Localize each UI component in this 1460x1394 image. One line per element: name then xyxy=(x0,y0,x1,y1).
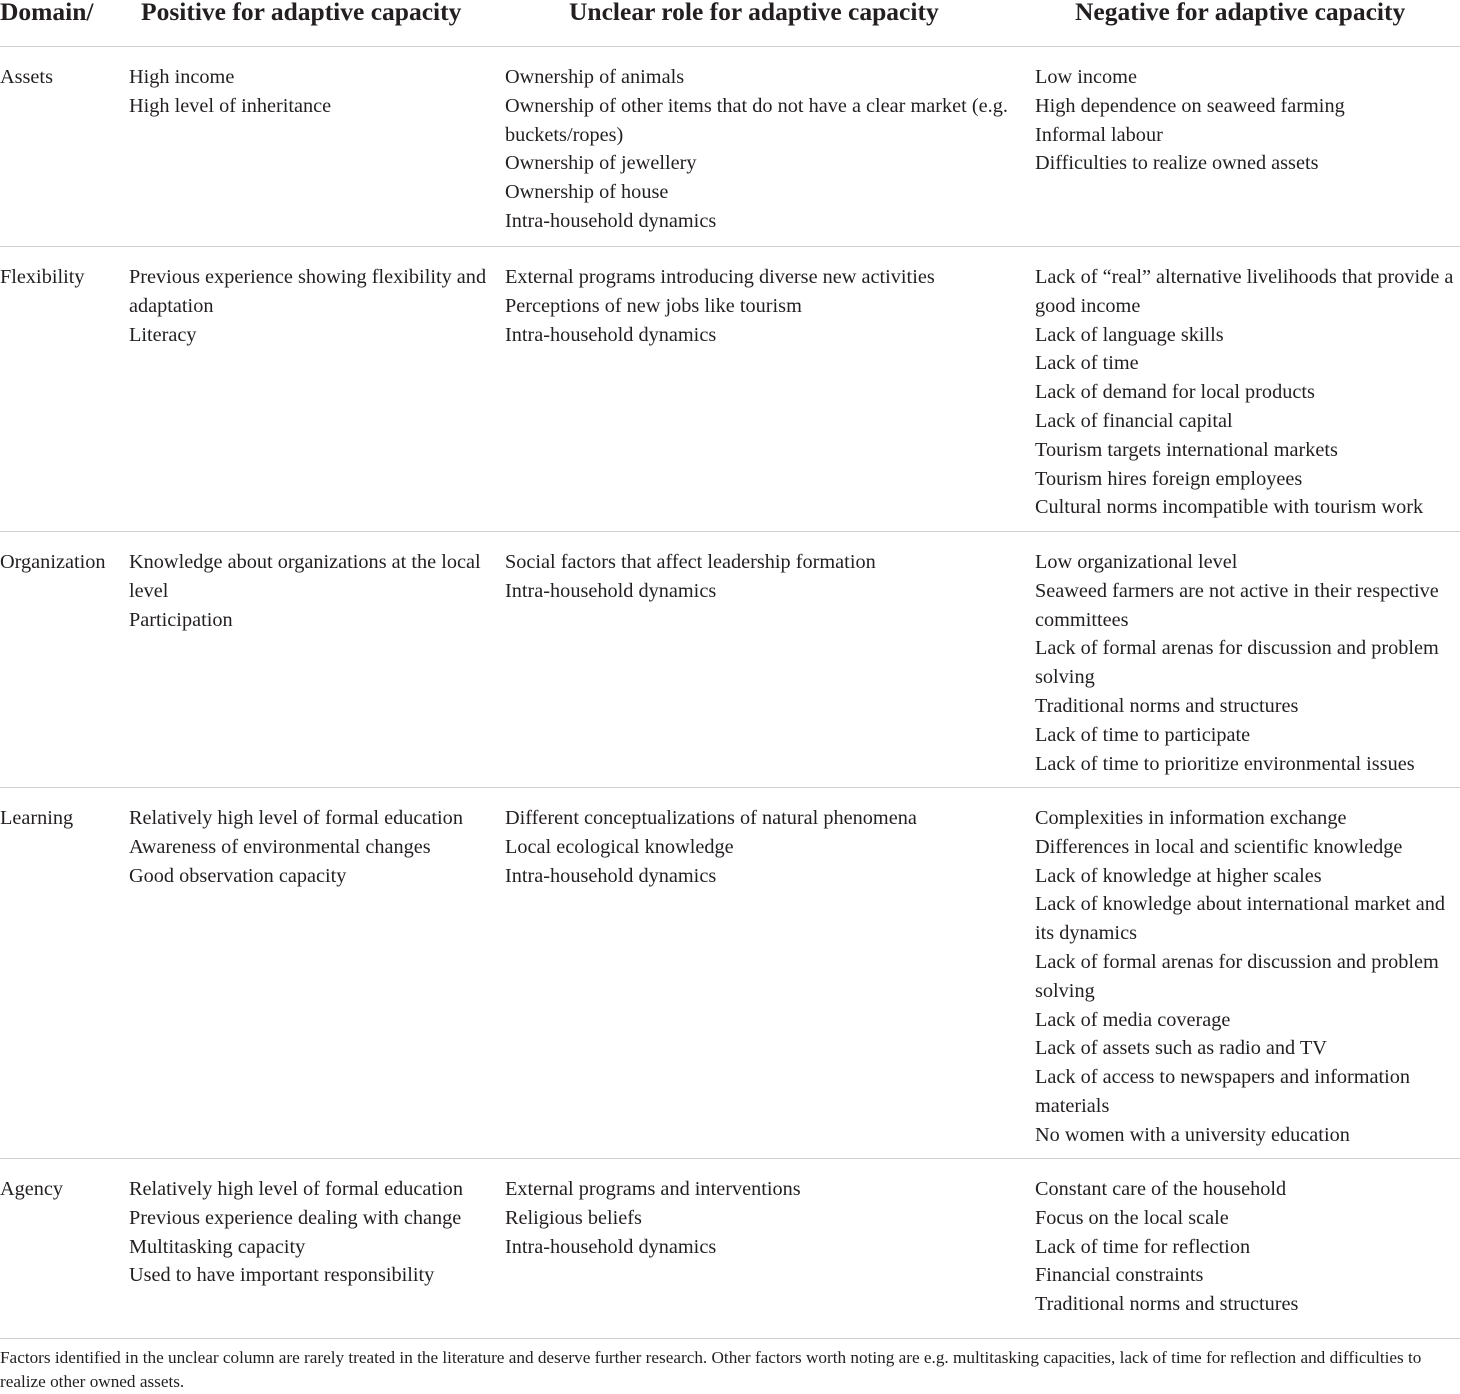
table-row xyxy=(0,532,1460,788)
unclear-factor: Local ecological knowledge xyxy=(505,835,734,858)
negative-factor: Lack of knowledge at higher scales xyxy=(1035,864,1322,887)
negative-factor: Informal labour xyxy=(1035,123,1163,146)
unclear-cell xyxy=(505,548,1015,606)
negative-cell xyxy=(1035,548,1460,778)
table-row xyxy=(0,47,1460,247)
negative-factor: Low organizational level xyxy=(1035,551,1238,573)
unclear-factor: Ownership of house xyxy=(505,181,669,204)
negative-factor: Lack of time xyxy=(1035,352,1139,375)
negative-factor: Focus on the local scale xyxy=(1035,1206,1229,1229)
negative-cell xyxy=(1035,263,1460,522)
negative-factor: Lack of assets such as radio and TV xyxy=(1035,1037,1327,1060)
positive-factor: Relatively high level of formal education xyxy=(129,807,463,829)
unclear-cell xyxy=(505,63,1015,236)
positive-cell xyxy=(129,804,499,890)
unclear-factor: External programs and interventions xyxy=(505,1178,801,1200)
positive-factor: Used to have important responsibility xyxy=(129,1264,435,1287)
header-negative: Negative for adaptive capacity xyxy=(1075,0,1406,26)
negative-factor: High dependence on seaweed farming xyxy=(1035,94,1345,117)
unclear-factor: Ownership of animals xyxy=(505,66,685,88)
positive-factor: Relatively high level of formal education xyxy=(129,1178,463,1200)
positive-factor: Multitasking capacity xyxy=(129,1235,306,1258)
negative-factor: Low income xyxy=(1035,66,1137,88)
positive-cell xyxy=(129,548,499,634)
negative-factor: Lack of financial capital xyxy=(1035,409,1233,432)
negative-factor: Seaweed farmers are not active in their respective committees xyxy=(1035,579,1439,631)
positive-factor: Previous experience dealing with change xyxy=(129,1206,462,1229)
table-row xyxy=(0,247,1460,532)
unclear-cell xyxy=(505,1175,1015,1261)
negative-factor: No women with a university education xyxy=(1035,1123,1350,1146)
table-row xyxy=(0,788,1460,1159)
negative-cell xyxy=(1035,1175,1460,1319)
negative-factor: Traditional norms and structures xyxy=(1035,1293,1299,1316)
unclear-factor: Religious beliefs xyxy=(505,1206,642,1229)
positive-factor: Good observation capacity xyxy=(129,864,347,887)
table-footnote: Factors identified in the unclear column are rarely treated in the literature and deserve further research. Other factors worth noting are e.g. multitasking capacities, lack of time for reflection and difficulties to realize other owned assets. xyxy=(0,1348,1422,1391)
positive-factor: High income xyxy=(129,66,235,88)
unclear-factor: Intra-household dynamics xyxy=(505,1235,717,1258)
positive-factor: Participation xyxy=(129,608,233,631)
negative-factor: Lack of formal arenas for discussion and problem solving xyxy=(1035,637,1439,689)
unclear-factor: Social factors that affect leadership formation xyxy=(505,551,876,573)
positive-factor: High level of inheritance xyxy=(129,94,332,117)
table-body xyxy=(0,47,1460,1339)
negative-factor: Lack of knowledge about international market and its dynamics xyxy=(1035,893,1445,945)
unclear-factor: Perceptions of new jobs like tourism xyxy=(505,294,802,317)
positive-factor: Knowledge about organizations at the local level xyxy=(129,551,481,602)
unclear-factor: Intra-household dynamics xyxy=(505,209,717,232)
unclear-factor: External programs introducing diverse new activities xyxy=(505,266,935,288)
unclear-factor: Intra-household dynamics xyxy=(505,864,717,887)
negative-factor: Lack of formal arenas for discussion and problem solving xyxy=(1035,950,1439,1002)
negative-factor: Lack of “real” alternative livelihoods that provide a good income xyxy=(1035,266,1454,317)
unclear-factor: Ownership of other items that do not have a clear market (e.g. buckets/ropes) xyxy=(505,94,1008,146)
negative-factor: Lack of time for reflection xyxy=(1035,1235,1251,1258)
negative-factor: Traditional norms and structures xyxy=(1035,694,1299,717)
positive-factor: Previous experience showing flexibility and adaptation xyxy=(129,266,487,317)
positive-factor: Literacy xyxy=(129,323,197,346)
negative-factor: Lack of language skills xyxy=(1035,323,1224,346)
unclear-factor: Different conceptualizations of natural phenomena xyxy=(505,807,917,829)
negative-factor: Financial constraints xyxy=(1035,1264,1204,1287)
unclear-cell xyxy=(505,804,1015,890)
unclear-factor: Ownership of jewellery xyxy=(505,152,697,175)
domain-cell: Learning xyxy=(0,807,74,829)
header-domain: Domain/ xyxy=(0,0,94,26)
negative-factor: Cultural norms incompatible with tourism work xyxy=(1035,496,1424,519)
negative-factor: Differences in local and scientific knowledge xyxy=(1035,835,1403,858)
domain-cell: Organization xyxy=(0,551,106,573)
header-positive: Positive for adaptive capacity xyxy=(141,0,462,26)
unclear-factor: Intra-household dynamics xyxy=(505,323,717,346)
negative-factor: Complexities in information exchange xyxy=(1035,807,1347,829)
positive-cell xyxy=(129,1175,499,1290)
table-header xyxy=(0,0,1460,47)
negative-factor: Lack of time to prioritize environmental issues xyxy=(1035,752,1415,775)
table-row xyxy=(0,1159,1460,1339)
negative-factor: Constant care of the household xyxy=(1035,1178,1287,1200)
negative-factor: Lack of access to newspapers and information materials xyxy=(1035,1066,1411,1117)
negative-factor: Tourism hires foreign employees xyxy=(1035,467,1303,490)
domain-cell: Agency xyxy=(0,1178,64,1200)
positive-cell xyxy=(129,263,499,349)
positive-cell xyxy=(129,63,499,121)
positive-factor: Awareness of environmental changes xyxy=(129,835,431,858)
unclear-factor: Intra-household dynamics xyxy=(505,579,717,602)
negative-factor: Lack of media coverage xyxy=(1035,1008,1231,1031)
negative-factor: Lack of demand for local products xyxy=(1035,381,1315,404)
negative-factor: Tourism targets international markets xyxy=(1035,438,1338,461)
unclear-cell xyxy=(505,263,1015,349)
negative-factor: Difficulties to realize owned assets xyxy=(1035,152,1319,175)
negative-cell xyxy=(1035,804,1460,1150)
header-unclear: Unclear role for adaptive capacity xyxy=(569,0,939,26)
negative-factor: Lack of time to participate xyxy=(1035,723,1251,746)
domain-cell: Assets xyxy=(0,66,53,88)
negative-cell xyxy=(1035,63,1460,178)
domain-cell: Flexibility xyxy=(0,266,85,288)
